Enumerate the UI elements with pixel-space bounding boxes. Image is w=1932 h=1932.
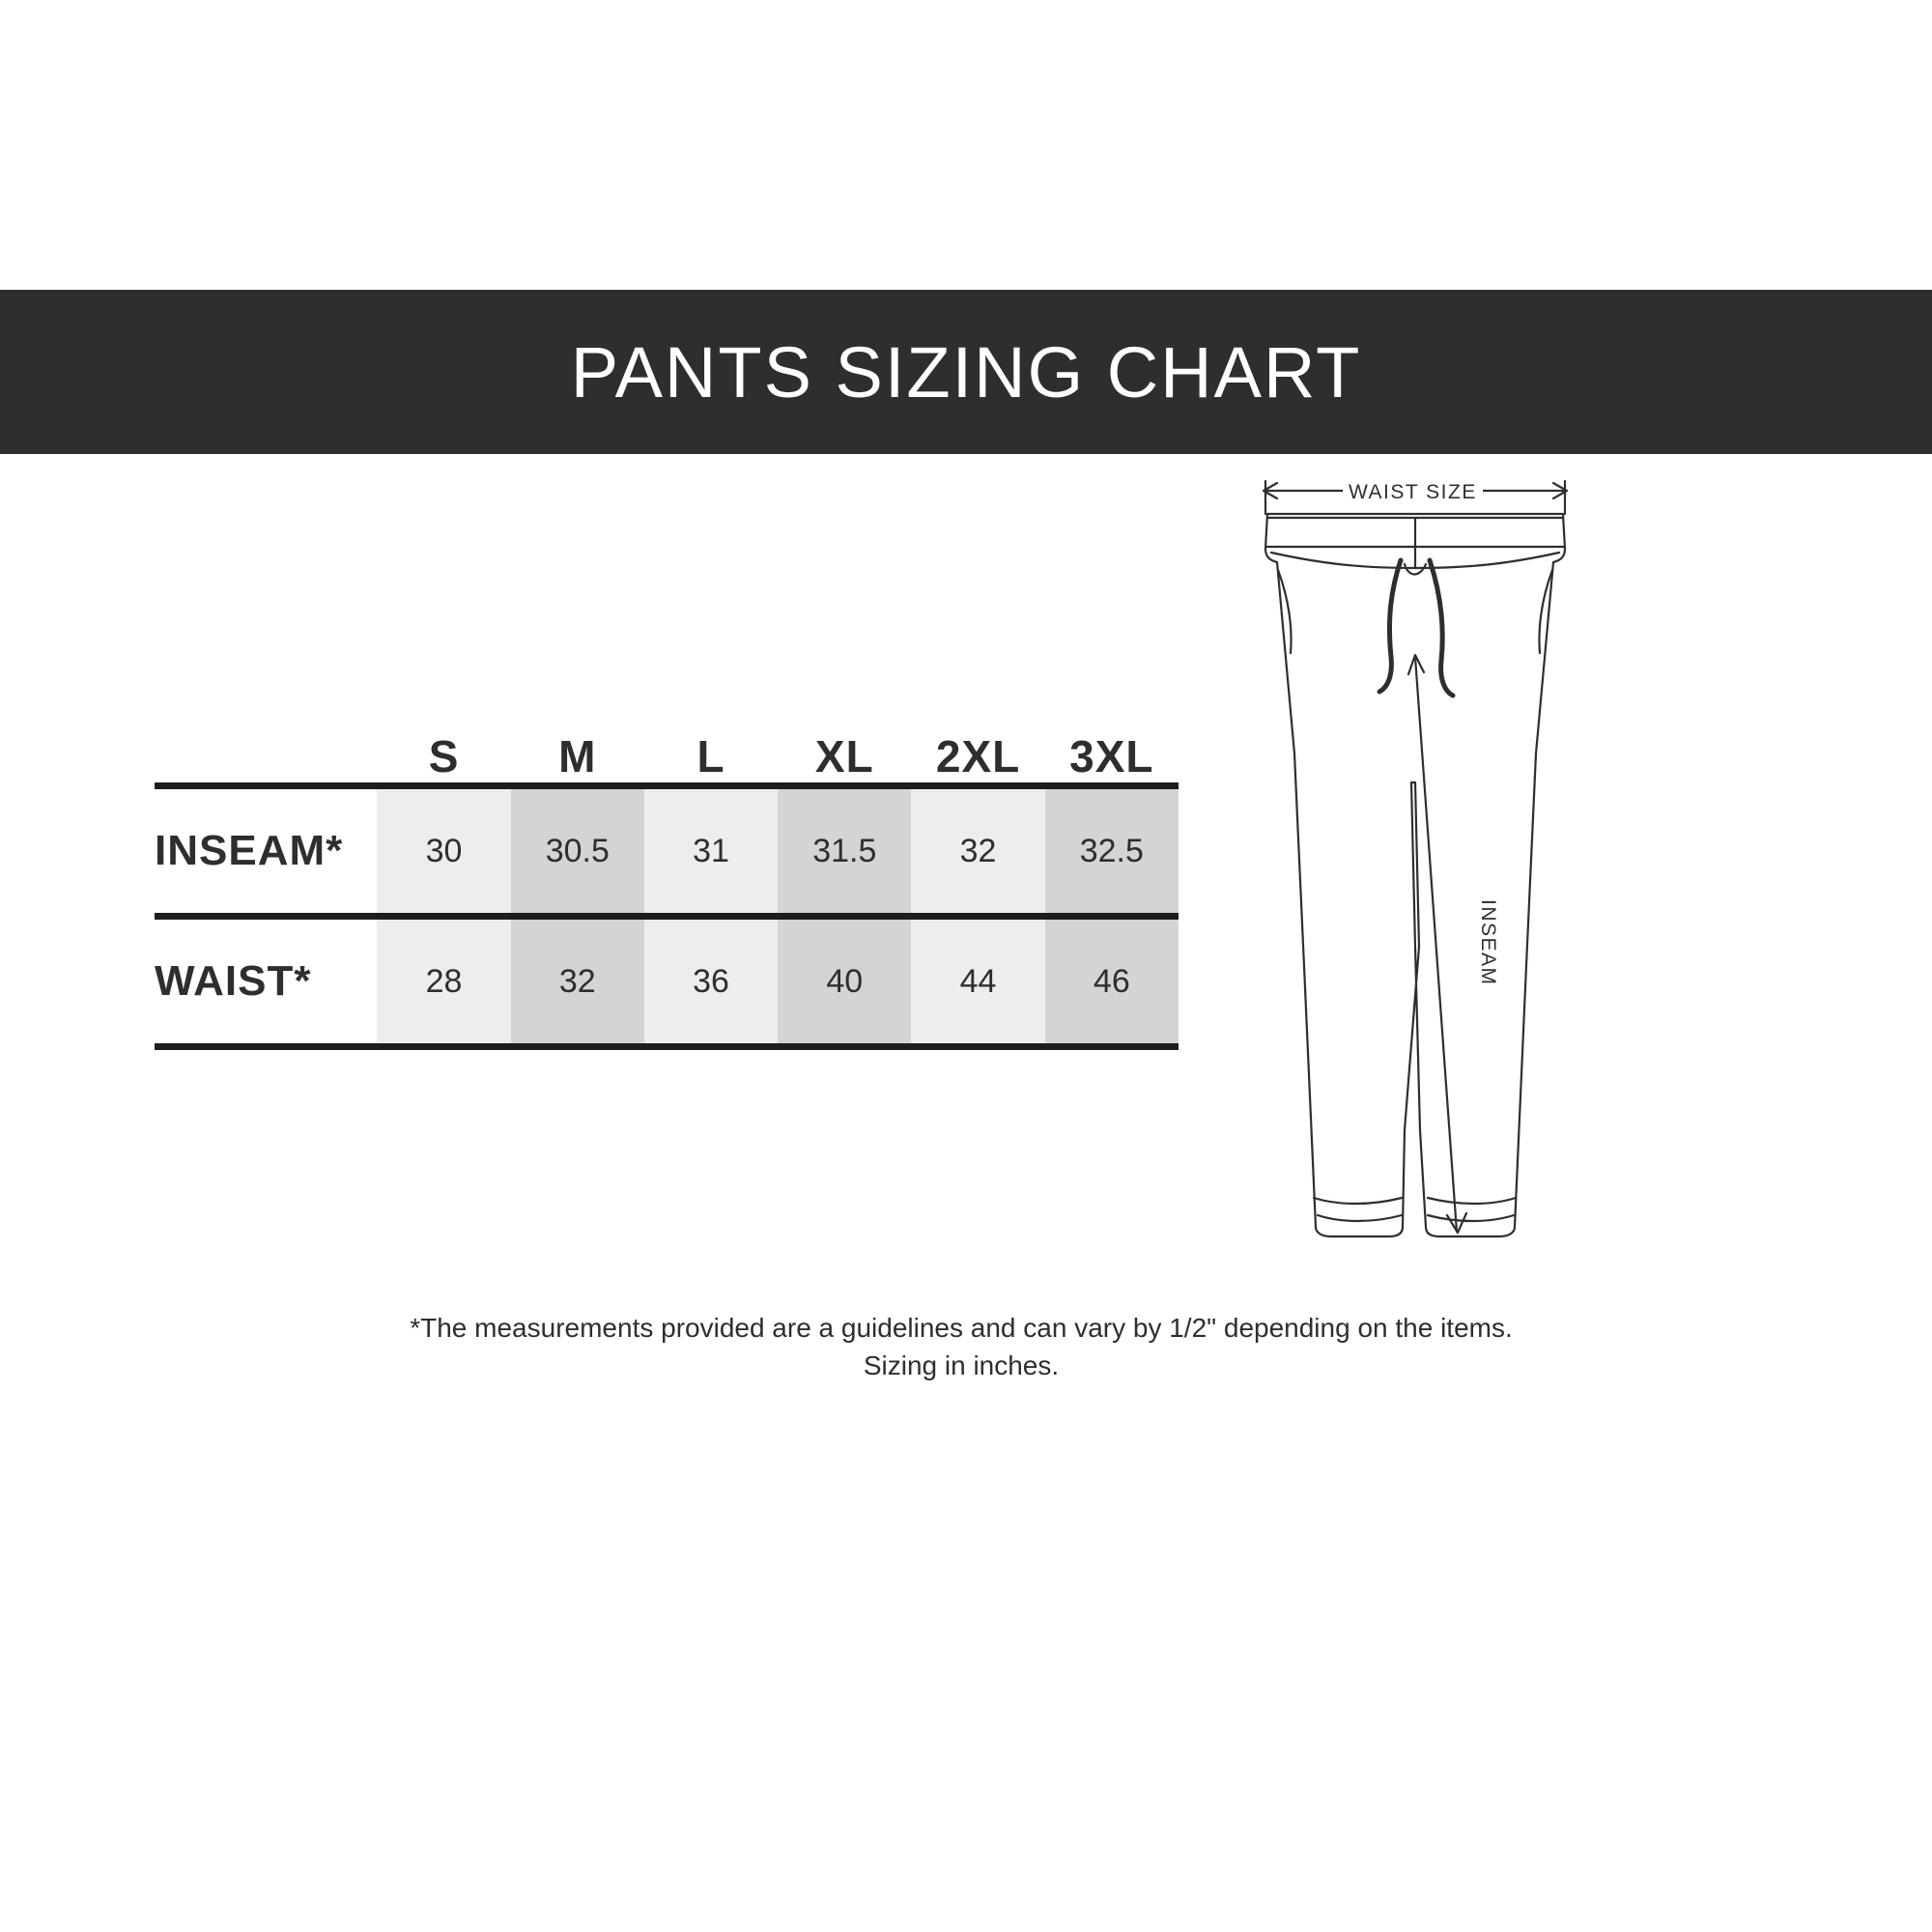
cell-waist-l: 36 — [644, 920, 778, 1043]
drawstring-right — [1430, 560, 1453, 696]
footnote — [319, 1309, 1604, 1384]
cuff-right-line — [1428, 1215, 1514, 1221]
title-bar — [0, 290, 1932, 454]
cell-waist-m: 32 — [511, 920, 644, 1043]
cuff-right-top — [1428, 1198, 1516, 1204]
waist-size-label: WAIST SIZE — [1343, 481, 1483, 504]
footnote-line-1: *The measurements provided are a guidelines and can vary by 1/2" depending on the items. — [410, 1313, 1513, 1343]
cell-waist-3xl: 46 — [1045, 920, 1179, 1043]
cell-waist-s: 28 — [377, 920, 510, 1043]
cell-inseam-3xl: 32.5 — [1045, 789, 1179, 913]
header-cell-3xl: 3XL — [1069, 731, 1154, 781]
header-cell-2xl: 2XL — [935, 731, 1021, 781]
cell-inseam-s: 30 — [377, 789, 510, 913]
header-cell-xl: XL — [814, 731, 874, 781]
cell-inseam-2xl: 32 — [911, 789, 1044, 913]
table-rule-middle — [155, 913, 1179, 920]
footnote-line-2: Sizing in inches. — [863, 1350, 1060, 1381]
sizing-table-body-inseam — [155, 789, 1179, 913]
cell-inseam-m: 30.5 — [511, 789, 644, 913]
row-label-inseam: INSEAM* — [155, 827, 344, 874]
pants-outline — [1265, 514, 1565, 1236]
table-rule-bottom — [155, 1043, 1179, 1050]
table-header-row — [155, 705, 1179, 782]
table-row — [155, 920, 1179, 1043]
pants-illustration — [1246, 464, 1584, 1256]
cell-waist-xl: 40 — [778, 920, 911, 1043]
sizing-table-body-waist — [155, 920, 1179, 1043]
inseam-label: INSEAM — [1476, 894, 1499, 992]
cuff-left-line — [1318, 1215, 1402, 1221]
sizing-table — [155, 705, 1179, 782]
table-row — [155, 789, 1179, 913]
cell-waist-2xl: 44 — [911, 920, 1044, 1043]
table-rule-top — [155, 782, 1179, 789]
cell-inseam-xl: 31.5 — [778, 789, 911, 913]
header-cell-m: M — [558, 731, 597, 781]
page-title: PANTS SIZING CHART — [570, 331, 1362, 412]
header-cell-l: L — [696, 731, 725, 781]
row-label-waist: WAIST* — [155, 957, 312, 1005]
drawstring-left — [1379, 560, 1401, 692]
header-cell-blank — [155, 705, 377, 782]
sizing-table-wrap — [155, 705, 1208, 1050]
cuff-left-top — [1314, 1198, 1402, 1204]
header-cell-s: S — [428, 731, 460, 781]
cell-inseam-l: 31 — [644, 789, 778, 913]
